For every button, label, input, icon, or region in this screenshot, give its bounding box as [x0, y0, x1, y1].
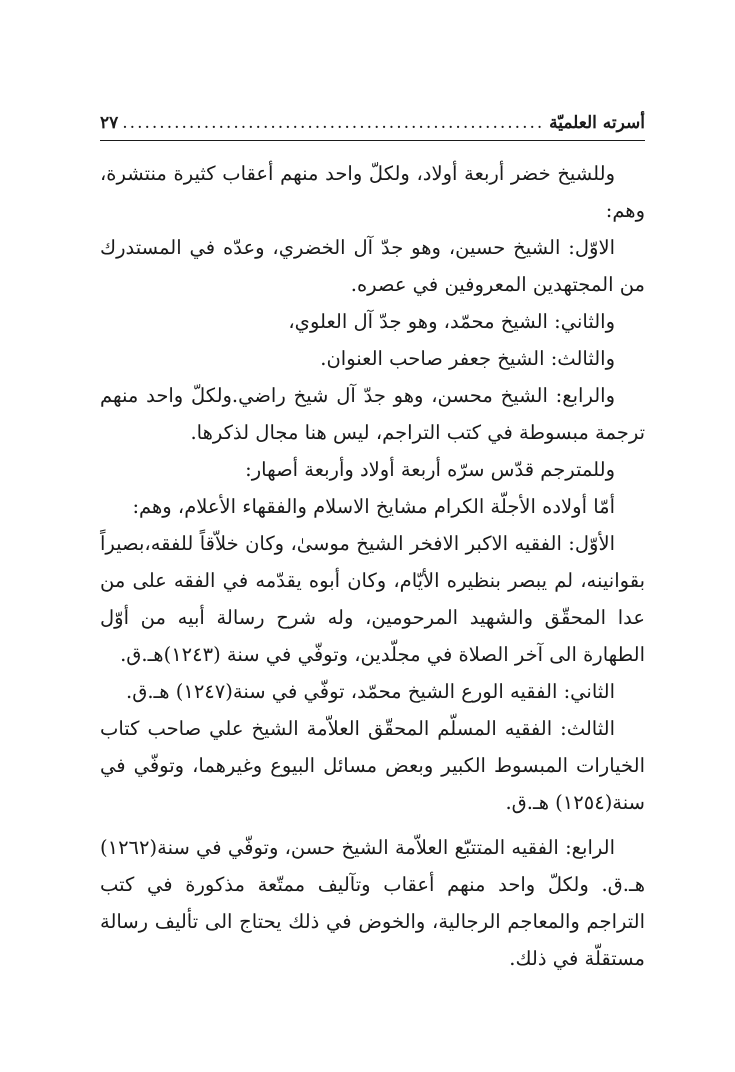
paragraph-third-son: والثالث: الشيخ جعفر صاحب العنوان. [320, 347, 615, 370]
paragraph-second-son: والثاني: الشيخ محمّد، وهو جدّ آل العلوي، [288, 310, 615, 333]
book-page [100, 110, 645, 977]
page-number: ٢٧ [100, 113, 119, 133]
paragraph-fourth-son: والرابع: الشيخ محسن، وهو جدّ آل شيخ راضي.ولكلّ واحد منهم ترجمة مبسوطة في كتب التراجم، ليس هنا مجال لذكرها. [100, 384, 645, 444]
page-body [100, 155, 645, 977]
running-header [100, 110, 645, 136]
paragraph-translated-children: وللمترجم قدّس سرّه أربعة أولاد وأربعة أصهار: [245, 458, 615, 481]
paragraph-children-intro: أمّا أولاده الأجلّة الكرام مشايخ الاسلام والفقهاء الأعلام، وهم: [132, 495, 615, 518]
paragraph-sons-of-khidr: وللشيخ خضر أربعة أولاد، ولكلّ واحد منهم أعقاب كثيرة منتشرة، وهم: [100, 162, 645, 222]
paragraph-first-son: الاوّل: الشيخ حسين، وهو جدّ آل الخضري، وعدّه في المستدرك من المجتهدين المعروفين في عصره. [100, 236, 645, 296]
paragraph-muhammad: الثاني: الفقيه الورع الشيخ محمّد، توفّي في سنة(١٢٤٧) هـ.ق. [126, 680, 615, 703]
header-title: أسرته العلميّة [549, 113, 645, 133]
header-rule [100, 140, 645, 141]
paragraph-hasan: الرابع: الفقيه المتتبّع العلاّمة الشيخ حسن، وتوفّي في سنة(١٢٦٢) هـ.ق. ولكلّ واحد منهم أعقاب وتآليف ممتّعة مذكورة في كتب التراجم والمعاجم الرجالية، والخوض في ذلك يحتاج الى تأليف رسالة مستقلّة في ذلك. [100, 836, 645, 970]
paragraph-ali: الثالث: الفقيه المسلّم المحقّق العلاّمة الشيخ علي صاحب كتاب الخيارات المبسوط الكبير وبعض مسائل البيوع وغيرهما، وتوفّي في سنة(١٢٥٤) هـ.ق. [100, 717, 645, 814]
dot-leader [122, 110, 545, 136]
paragraph-musa: الأوّل: الفقيه الاكبر الافخر الشيخ موسىٰ، وكان خلاّقاً للفقه،بصيراً بقوانينه، لم يبصر بنظيره الأيّام، وكان أبوه يقدّمه في الفقه على من عدا المحقّق والشهيد المرحومين، وله شرح رسالة أبيه من أوّل الطهارة الى آخر الصلاة في مجلّدين، وتوفّي في سنة (١٢٤٣)هـ.ق. [100, 532, 645, 666]
